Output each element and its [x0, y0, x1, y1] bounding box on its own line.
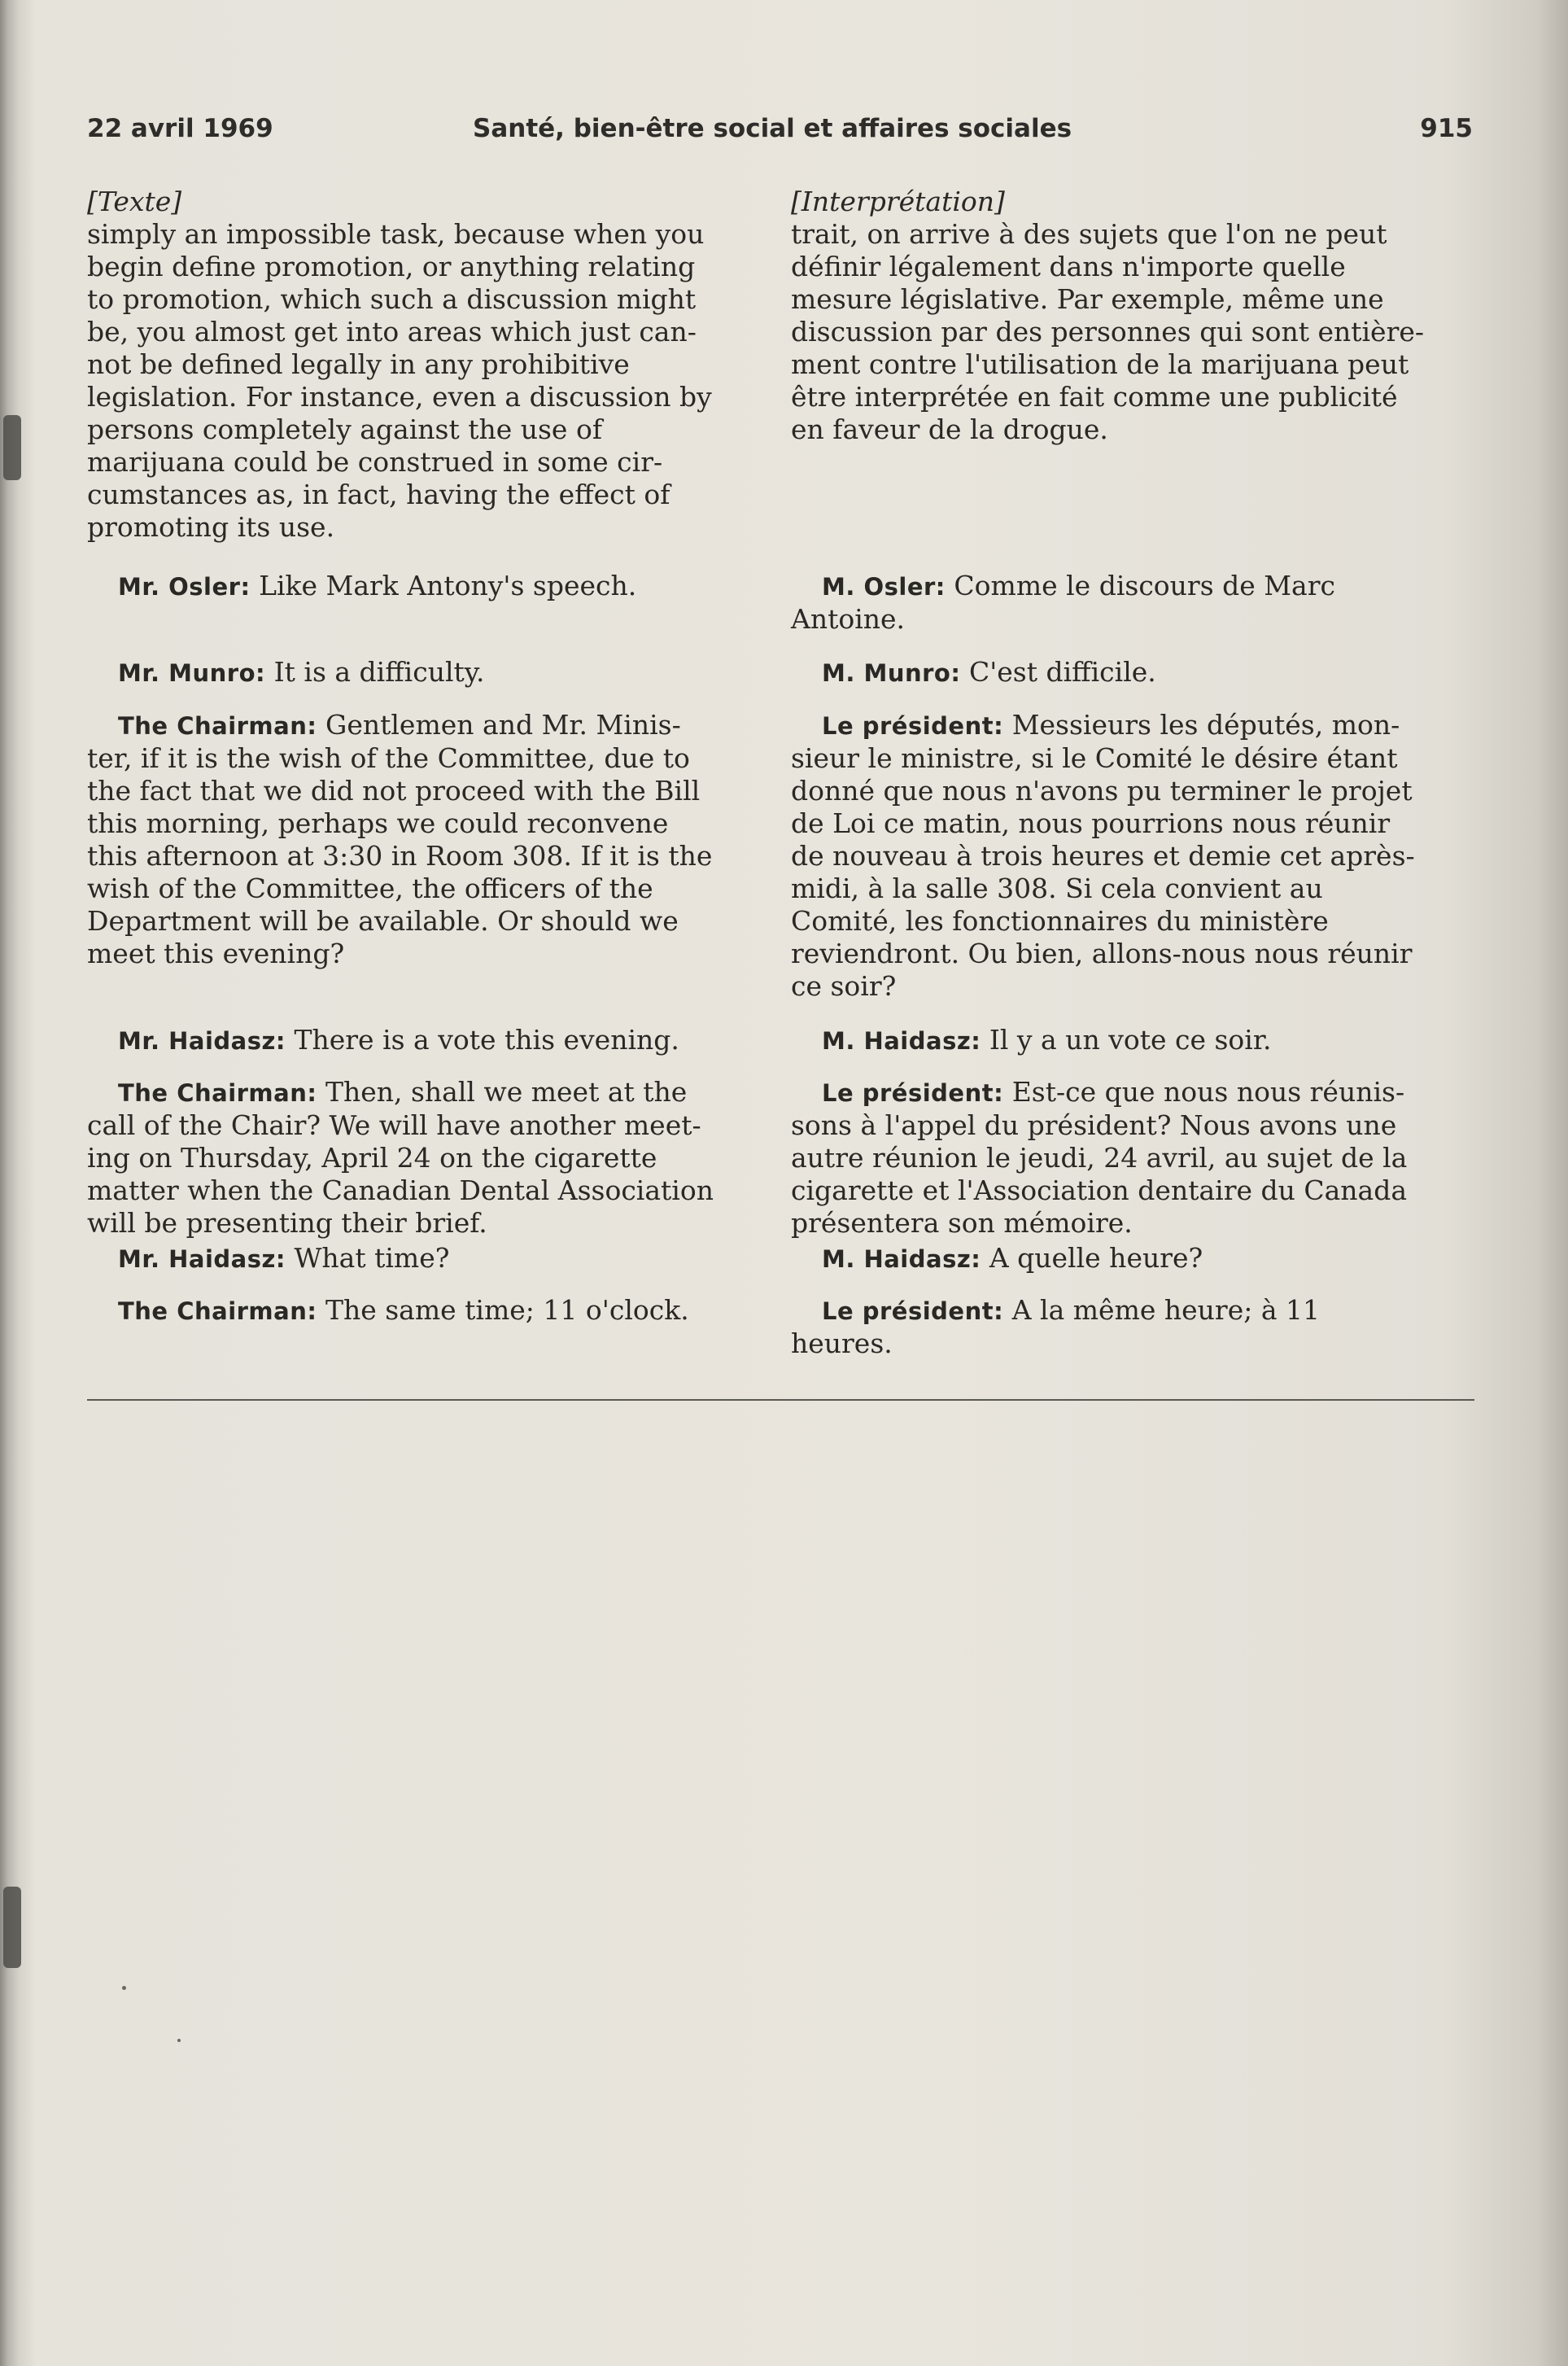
- speaker-name: M. Osler:: [822, 573, 946, 601]
- speech-text: Le président: A la même heure; à 11 heures.: [791, 1294, 1320, 1359]
- speaker-name: Le président:: [822, 712, 1004, 740]
- speech-text: It is a difficulty.: [273, 656, 485, 688]
- speech-entry: [87, 1242, 762, 1275]
- speaker-name: Mr. Haidasz:: [118, 1027, 286, 1055]
- speaker-name: The Chairman:: [118, 712, 317, 740]
- speech-entry: [791, 709, 1473, 1003]
- intro-paragraph: simply an impossible task, because when you begin define promotion, or anything relating to promotion, which such a discussion might be, you almost get into areas which just can- not be defined legally in any prohibitive legislation. For instance, even a discussion by persons completely against the use of marijuana could be construed in some cir- cumstances as, in fact, having the effect of promoting its use.: [87, 218, 712, 543]
- page-number: 915: [1420, 114, 1473, 143]
- scan-speck: [122, 1986, 126, 1990]
- speech-entry: [791, 1294, 1473, 1360]
- speaker-name: Mr. Munro:: [118, 659, 266, 687]
- speech-entry: [87, 656, 762, 689]
- speech-text: M. Osler: Comme le discours de Marc Antoine.: [791, 570, 1335, 635]
- speech-text: The same time; 11 o'clock.: [325, 1294, 689, 1326]
- language-label: [Interprétation]: [791, 186, 1005, 217]
- speech-entry: [791, 1076, 1473, 1240]
- speech-text: C'est difficile.: [968, 656, 1156, 688]
- intro-paragraph: trait, on arrive à des sujets que l'on ne peut définir légalement dans n'importe quelle mesure législative. Par exemple, même une discussion par des personnes qui sont entière- ment contre l'utilisation de la marijuana peut être interprétée en fait comme une publicité en faveur de la drogue.: [791, 218, 1425, 445]
- speaker-name: Le président:: [822, 1079, 1004, 1107]
- speaker-name: The Chairman:: [118, 1297, 317, 1325]
- speaker-name: Mr. Haidasz:: [118, 1245, 286, 1273]
- binding-shadow-mark: [3, 415, 21, 480]
- speaker-name: Le président:: [822, 1297, 1004, 1325]
- speech-text: The Chairman: Then, shall we meet at the call of the Chair? We will have another meet- ing on Thursday, April 24 on the cigarette matter when the Canadian Dental Association will be presenting their brief.: [87, 1076, 714, 1239]
- speaker-name: M. Haidasz:: [822, 1027, 981, 1055]
- speech-entry: [87, 709, 762, 970]
- header-title: Santé, bien-être social et affaires sociales: [473, 114, 1072, 143]
- binding-shadow-mark: [3, 1887, 21, 1968]
- speech-text: Il y a un vote ce soir.: [989, 1024, 1272, 1056]
- speech-entry: [87, 570, 762, 603]
- speech-entry: [87, 1294, 762, 1327]
- header-date: 22 avril 1969: [87, 114, 273, 143]
- speech-text: There is a vote this evening.: [294, 1024, 679, 1056]
- french-intro: [791, 186, 1473, 446]
- section-divider-rule: [87, 1399, 1474, 1401]
- language-label: [Texte]: [87, 186, 182, 217]
- speech-entry: [791, 656, 1473, 689]
- speech-entry: [791, 570, 1473, 636]
- speech-entry: [791, 1242, 1473, 1275]
- speaker-name: M. Munro:: [822, 659, 961, 687]
- speech-entry: [87, 1024, 762, 1057]
- speech-text: Le président: Messieurs les députés, mon- sieur le ministre, si le Comité le désire étant donné que nous n'avons pu terminer le projet de Loi ce matin, nous pourrions nous réunir de nouveau à trois heures et demie cet après- midi, à la salle 308. Si cela convient au Comité, les fonctionnaires du ministère reviendront. Ou bien, allons-nous nous réunir ce soir?: [791, 709, 1415, 1002]
- speaker-name: The Chairman:: [118, 1079, 317, 1107]
- speech-text: The Chairman: Gentlemen and Mr. Minis- ter, if it is the wish of the Committee, due to the fact that we did not proceed with the Bill this morning, perhaps we could reconvene this afternoon at 3:30 in Room 308. If it is the wish of the Committee, the officers of the Department will be available. Or should we meet this evening?: [87, 709, 713, 969]
- speech-entry: [87, 1076, 762, 1240]
- speech-text: Le président: Est-ce que nous nous réunis- sons à l'appel du président? Nous avons une autre réunion le jeudi, 24 avril, au sujet de la cigarette et l'Association dentaire du Canada présentera son mémoire.: [791, 1076, 1408, 1239]
- english-intro: [87, 186, 762, 544]
- speaker-name: Mr. Osler:: [118, 573, 251, 601]
- speech-entry: [791, 1024, 1473, 1057]
- speech-text: Like Mark Antony's speech.: [259, 570, 637, 601]
- speech-text: What time?: [294, 1242, 450, 1274]
- speaker-name: M. Haidasz:: [822, 1245, 981, 1273]
- speech-text: A quelle heure?: [989, 1242, 1203, 1274]
- page-header: [87, 114, 1473, 151]
- scan-speck: [177, 2039, 181, 2042]
